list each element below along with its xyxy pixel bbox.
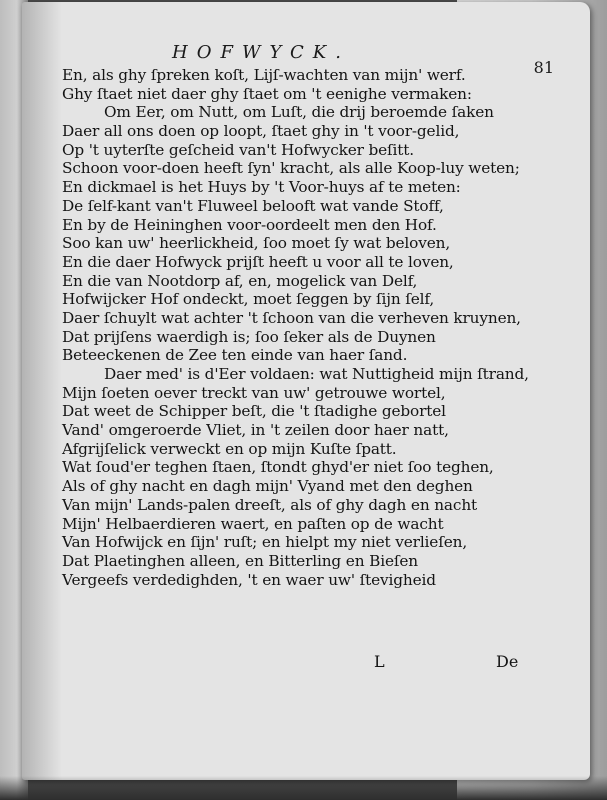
scan-shadow <box>0 776 607 800</box>
running-head: HOFWYCK. <box>172 42 350 63</box>
poem-line: Vergeefs verdedighden, 't en waer uw' ſtevigheid <box>62 570 436 589</box>
poem-line: Wat ſoud'er teghen ſtaen, ſtondt ghyd'er niet ſoo teghen, <box>62 458 494 477</box>
poem-line: Dat Plaetinghen alleen, en Bitterling en Bieſen <box>62 551 418 570</box>
poem-line: Beteeckenen de Zee ten einde van haer ſand. <box>62 346 408 365</box>
poem-line: Van mijn' Lands-palen dreeſt, als of ghy dagh en nacht <box>62 495 478 514</box>
poem-line: Om Eer, om Nutt, om Luſt, die drij beroemde ſaken <box>104 103 494 122</box>
poem-line: Schoon voor-doen heeft ſyn' kracht, als alle Koop-luy weten; <box>62 159 520 178</box>
poem-line: Ghy ſtaet niet daer ghy ſtaet om 't eenighe vermaken: <box>62 84 472 103</box>
poem-line: Daer med' is d'Eer voldaen: wat Nuttigheid mijn ſtrand, <box>104 365 529 383</box>
poem-line: Afgrijſelick verweckt en op mijn Kuſte ſpatt. <box>62 439 397 458</box>
page-footer <box>62 652 572 674</box>
poem-line: En die daer Hofwyck prijſt heeft u voor all te loven, <box>62 252 454 271</box>
poem-line: Hofwijcker Hof ondeckt, moet ſeggen by ſijn ſelf, <box>62 290 435 309</box>
poem-line: Vand' omgeroerde Vliet, in 't zeilen door haer natt, <box>62 421 449 440</box>
poem-line: De ſelf-kant van't Fluweel belooft wat vande Stoff, <box>62 196 444 215</box>
poem-body <box>62 66 572 589</box>
poem-line: Mijn ſoeten oever treckt van uw' getrouwe wortel, <box>62 383 446 402</box>
poem-line: Van Hofwijck en ſijn' ruſt; en hielpt my niet verlieſen, <box>62 533 468 552</box>
page-number: 81 <box>533 58 554 77</box>
poem-line: Soo kan uw' heerlickheid, ſoo moet ſy wat beloven, <box>62 234 451 253</box>
signature-mark: L <box>374 652 385 671</box>
poem-line: Dat prijſens waerdigh is; ſoo ſeker als de Duynen <box>62 327 436 346</box>
poem-line: Op 't uyterſte geſcheid van't Hofwycker beſitt. <box>62 140 415 159</box>
poem-line: En, als ghy ſpreken koſt, Lijſ-wachten van mijn' werf. <box>62 66 466 84</box>
poem-line: Dat weet de Schipper beſt, die 't ſtadighe gebortel <box>62 402 446 421</box>
poem-line: Mijn' Helbaerdieren waert, en paſten op de wacht <box>62 514 444 533</box>
catchword: De <box>496 652 519 671</box>
poem-line: En dickmael is het Huys by 't Voor-huys af te meten: <box>62 178 461 197</box>
poem-line: En die van Nootdorp af, en, mogelick van Delf, <box>62 271 418 290</box>
poem-line: Daer ſchuylt wat achter 't ſchoon van die verheven kruynen, <box>62 308 521 327</box>
book-page <box>22 2 590 780</box>
poem-line: Daer all ons doen op loopt, ſtaet ghy in 't voor-gelid, <box>62 122 460 141</box>
poem-line: En by de Heininghen voor-oordeelt men den Hof. <box>62 215 437 234</box>
poem-line: Als of ghy nacht en dagh mijn' Vyand met den deghen <box>62 477 473 496</box>
